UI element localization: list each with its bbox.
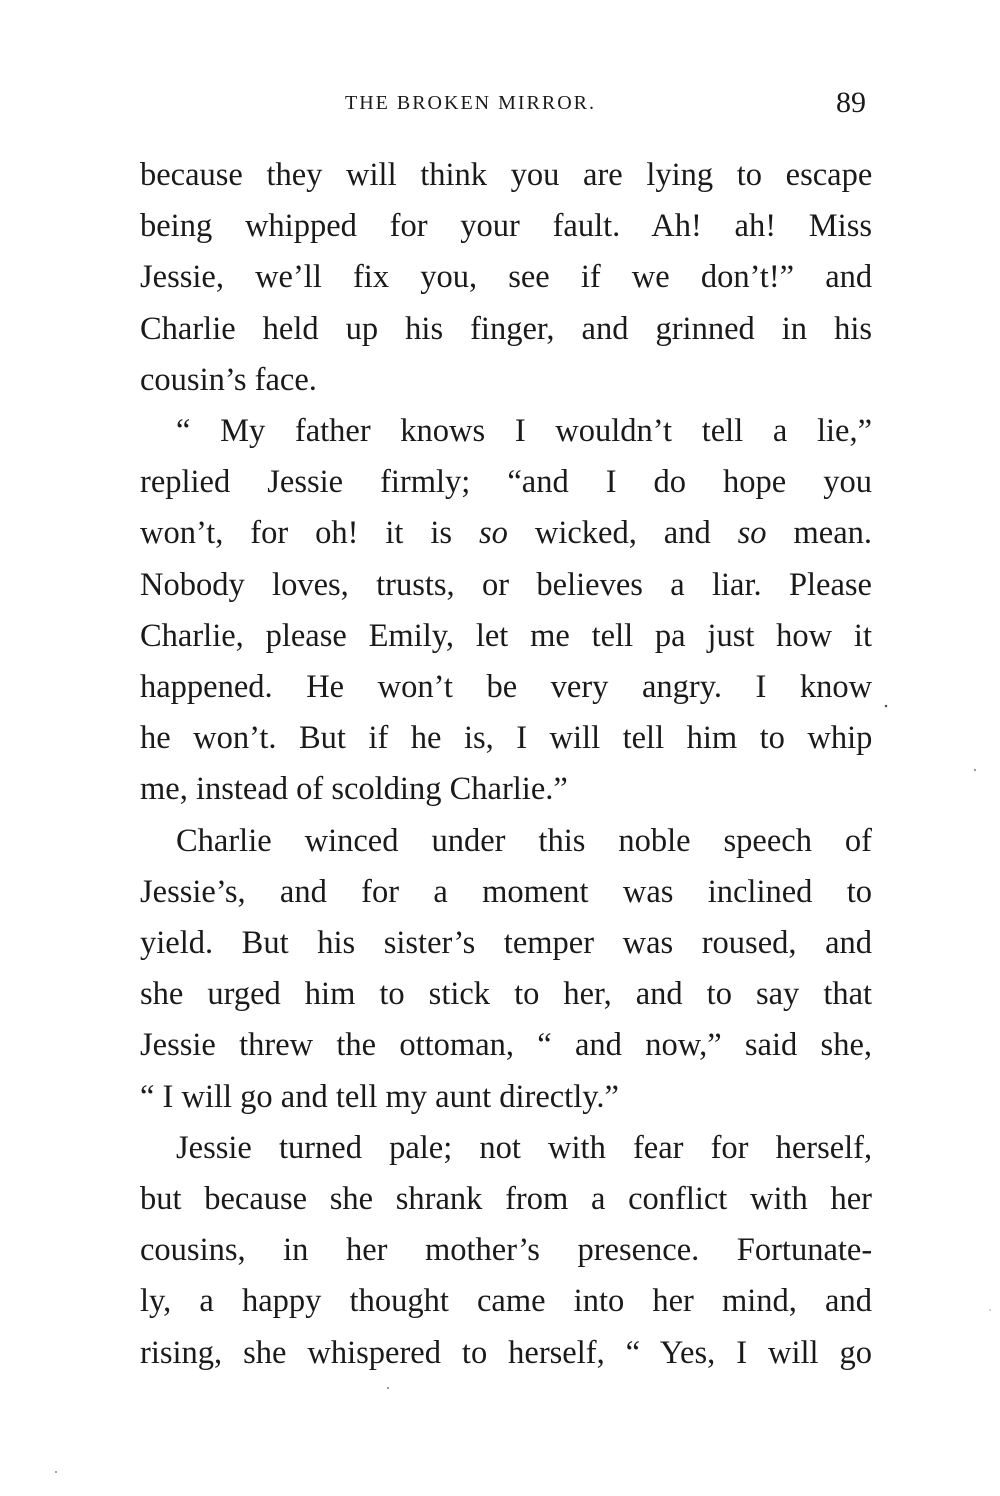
italic-word: so — [479, 515, 508, 552]
text-line: ly, a happy thought came into her mind, and — [140, 1283, 872, 1320]
text-line: because they will think you are lying to escape — [140, 157, 873, 193]
text-line: Jessie’s, and for a moment was inclined to — [140, 873, 872, 910]
text-line: he won’t. But if he is, I will tell him to whip — [140, 720, 873, 757]
text-line: Charlie winced under this noble speech of — [176, 822, 872, 859]
text-line: Jessie threw the ottoman, “ and now,” said she, — [140, 1027, 872, 1064]
text-line: Charlie held up his finger, and grinned in his — [140, 310, 872, 347]
running-title: THE BROKEN MIRROR. — [345, 92, 597, 114]
text-line: “ My father knows I wouldn’t tell a lie,” — [176, 413, 872, 450]
text-line: she urged him to stick to her, and to say that — [140, 976, 873, 1013]
text-line: “ I will go and tell my aunt directly.” — [140, 1078, 619, 1115]
text-line: rising, she whispered to herself, “ Yes, I will go — [140, 1334, 872, 1371]
text-run: mean. — [766, 515, 872, 552]
text-line: but because she shrank from a conflict with her — [140, 1181, 872, 1218]
text-line: cousins, in her mother’s presence. Fortunate- — [140, 1232, 873, 1269]
text-line: cousin’s face. — [140, 361, 317, 398]
running-head — [140, 86, 872, 126]
text-line: Nobody loves, trusts, or believes a liar. Please — [140, 566, 872, 603]
paragraph-1 — [140, 150, 872, 406]
text-line: Jessie, we’ll fix you, see if we don’t!” and — [140, 259, 873, 296]
italic-word: so — [737, 515, 767, 552]
text-line: me, instead of scolding Charlie.” — [140, 771, 568, 808]
paragraph-2 — [140, 406, 872, 816]
text-line: happened. He won’t be very angry. I know — [140, 669, 873, 706]
text-line-with-italics — [140, 508, 872, 559]
text-run: wicked, and — [507, 515, 738, 552]
page-number: 89 — [836, 86, 866, 119]
paragraph-3 — [140, 816, 872, 1123]
text-run: won’t, for oh! it is — [140, 515, 480, 552]
body-text — [140, 150, 872, 1379]
text-line: Charlie, please Emily, let me tell pa just how it — [140, 617, 872, 654]
text-line: yield. But his sister’s temper was roused, and — [140, 925, 872, 962]
paragraph-4 — [140, 1123, 872, 1379]
text-line: replied Jessie firmly; “and I do hope you — [140, 464, 872, 501]
text-line: Jessie turned pale; not with fear for herself, — [176, 1129, 873, 1166]
text-line: being whipped for your fault. Ah! ah! Miss — [140, 208, 872, 245]
